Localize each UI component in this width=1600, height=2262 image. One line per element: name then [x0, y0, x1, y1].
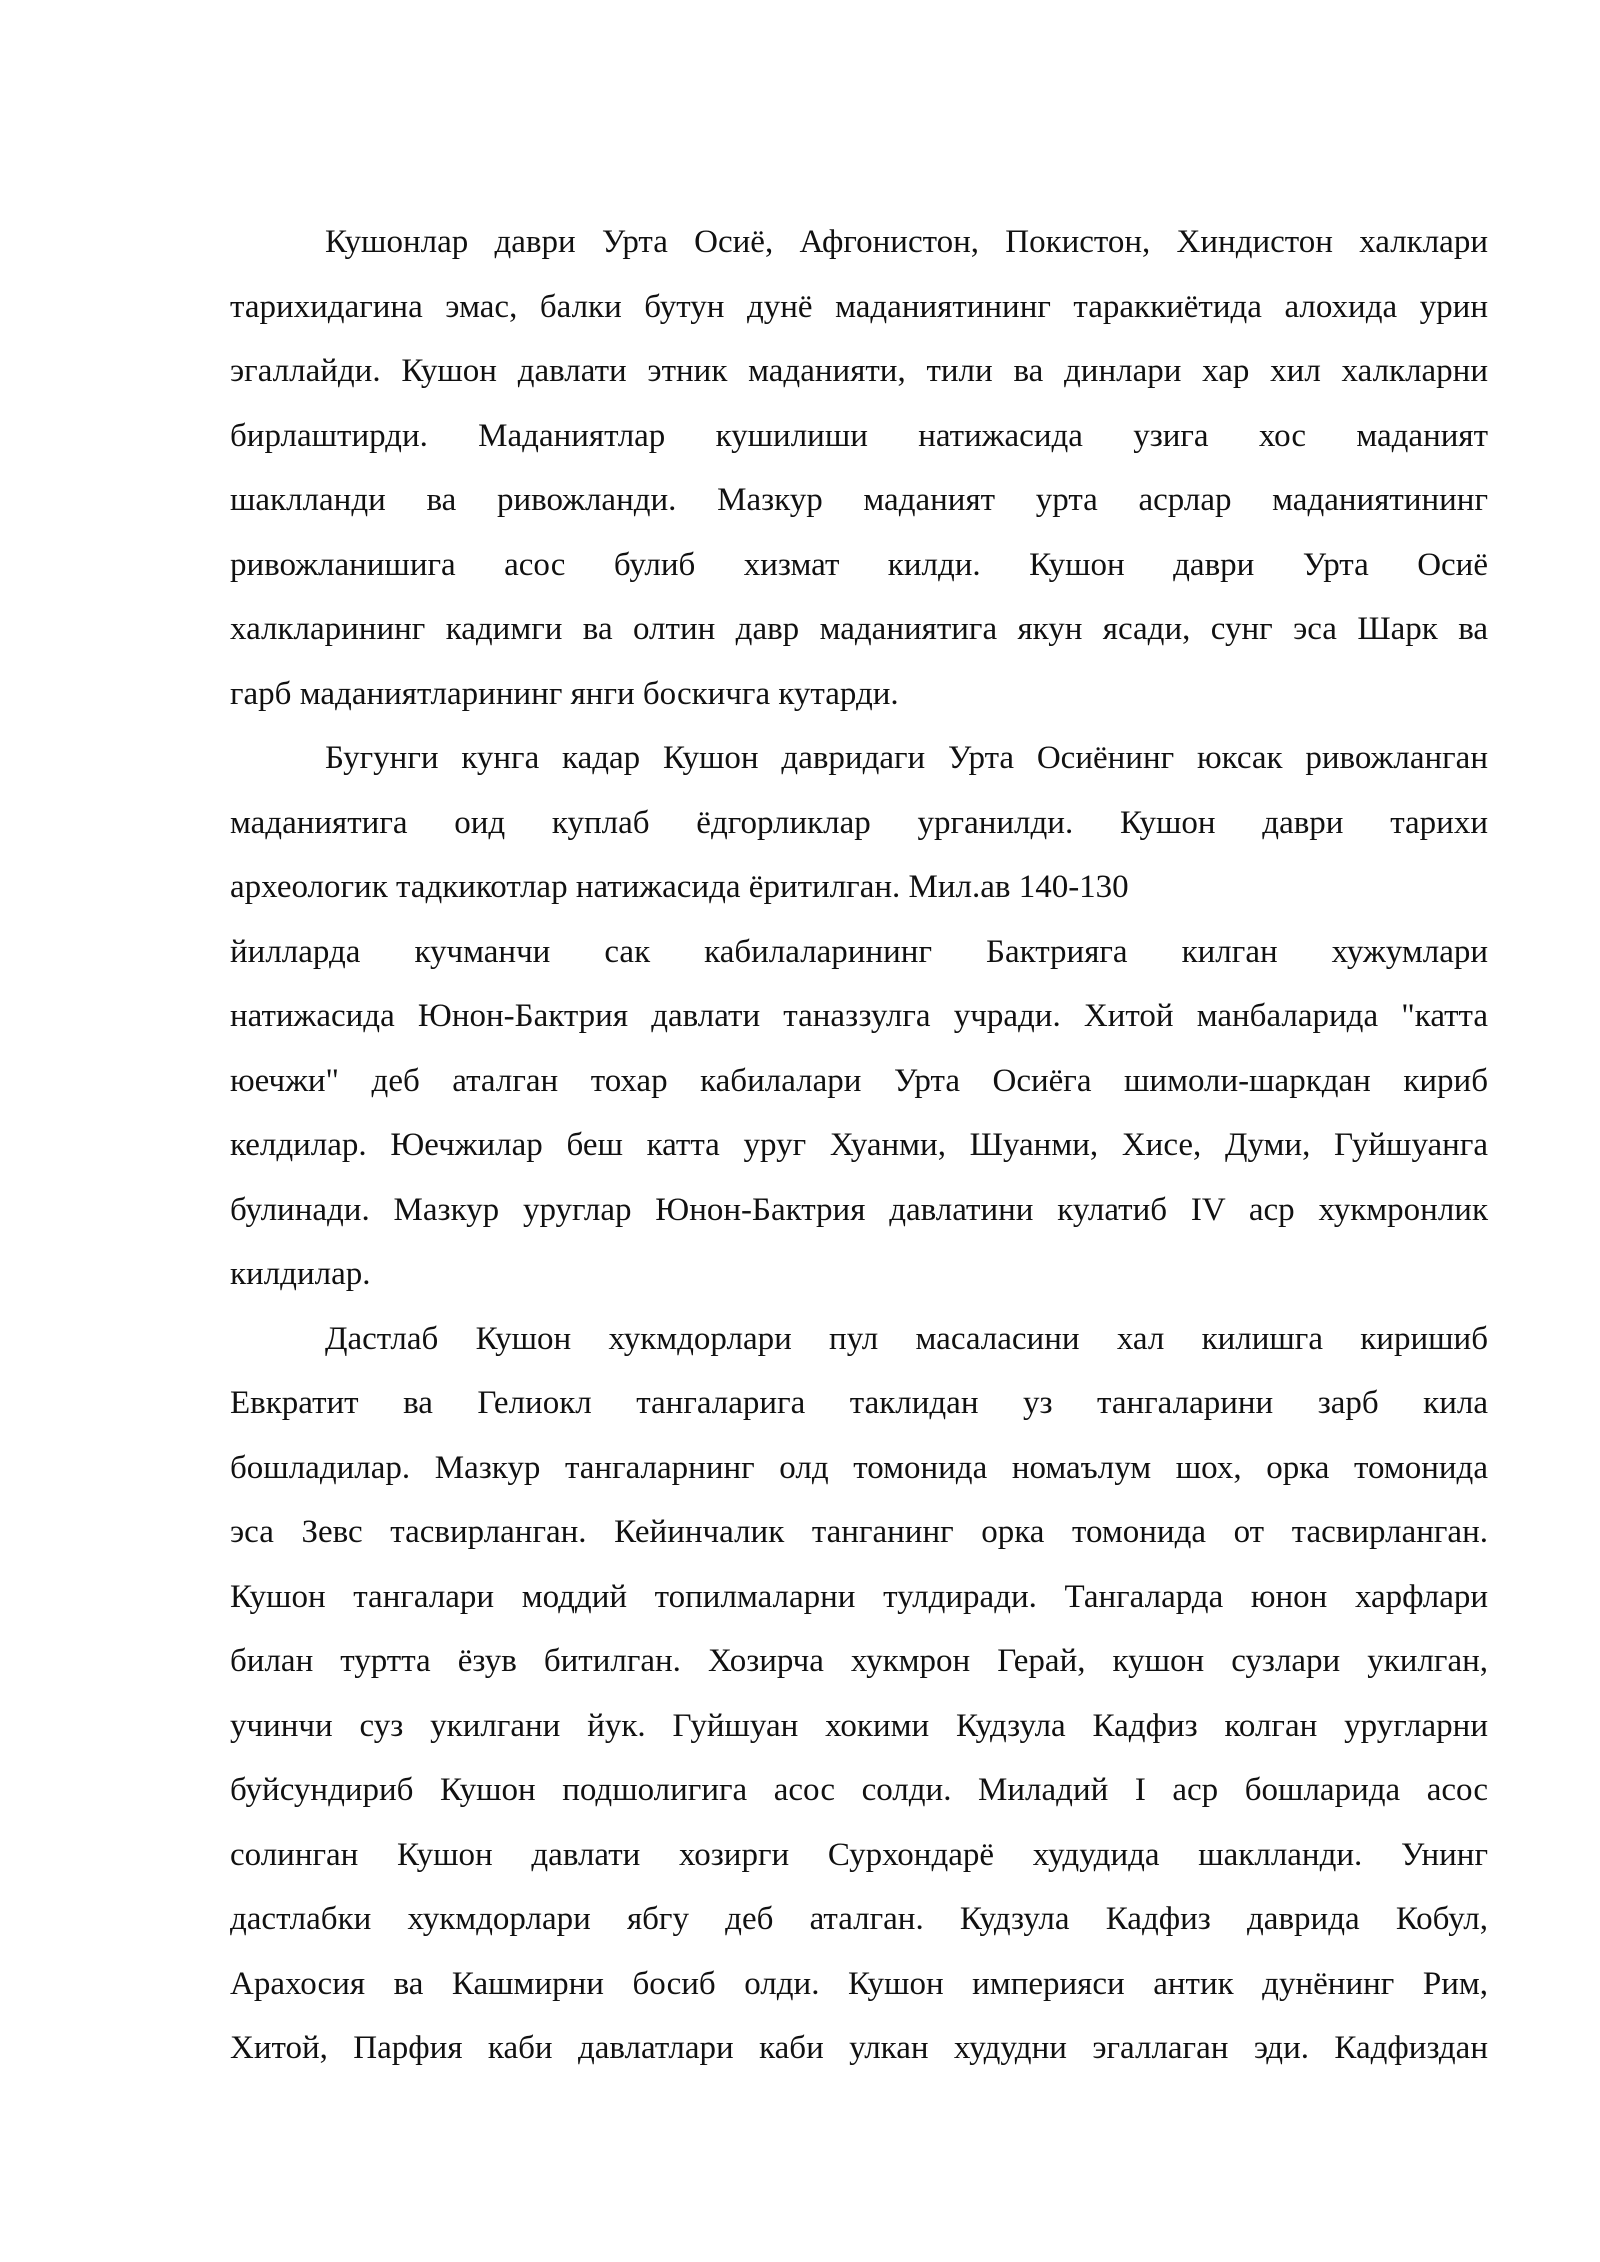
text-line: шаклланди ва ривожланди. Мазкур маданият урта асрлар маданиятининг: [230, 482, 1488, 518]
text-line: эгаллайди. Кушон давлати этник маданияти, тили ва динлари хар хил халкларни: [230, 353, 1488, 389]
text-line: бирлаштирди. Маданиятлар кушилиши натижасида узига хос маданият: [230, 417, 1488, 454]
text-line: дастлабки хукмдорлари ябгу деб аталган. Кудзула Кадфиз даврида Кобул,: [230, 1901, 1488, 1937]
text-line: учинчи суз укилгани йук. Гуйшуан хокими Кудзула Кадфиз колган уругларни: [230, 1707, 1488, 1744]
paragraph-coins: [230, 1307, 1488, 2081]
text-line: тарихидагина эмас, балки бутун дунё маданиятининг тараккиётида алохида урин: [230, 288, 1488, 325]
text-line: буйсундириб Кушон подшолигига асос солди. Миладий I аср бошларида асос: [230, 1772, 1488, 1808]
paragraph-kushan-era-intro: [230, 210, 1488, 726]
text-line: маданиятига оид куплаб ёдгорликлар урганилди. Кушон даври тарихи: [230, 804, 1488, 841]
text-line: халкларининг кадимги ва олтин давр маданиятига якун ясади, сунг эса Шарк ва: [230, 611, 1488, 647]
text-line: юечжи" деб аталган тохар кабилалари Урта Осиёга шимоли-шаркдан кириб: [230, 1062, 1488, 1099]
text-line: Дастлаб Кушон хукмдорлари пул масаласини хал килишга киришиб: [325, 1320, 1488, 1357]
text-line: булинади. Мазкур уруглар Юнон-Бактрия давлатини кулатиб IV аср хукмронлик: [230, 1191, 1488, 1228]
text-line: натижасида Юнон-Бактрия давлати таназзулга учради. Хитой манбаларида "катта: [230, 998, 1488, 1034]
document-body: [230, 210, 1488, 2081]
text-line: археологик тадкикотлар натижасида ёритилган. Мил.ав 140-130: [230, 869, 1129, 905]
text-line: билан туртта ёзув битилган. Хозирча хукмрон Герай, кушон сузлари укилган,: [230, 1643, 1488, 1679]
text-line: эса Зевс тасвирланган. Кейинчалик танганинг орка томонида от тасвирланган.: [230, 1514, 1488, 1550]
text-line: бошладилар. Мазкур тангаларнинг олд томонида номаълум шох, орка томонида: [230, 1449, 1488, 1486]
text-line: Бугунги кунга кадар Кушон давридаги Урта Осиёнинг юксак ривожланган: [325, 740, 1488, 776]
text-line: Кушонлар даври Урта Осиё, Афгонистон, Покистон, Хиндистон халклари: [325, 224, 1488, 260]
text-line: килдилар.: [230, 1256, 371, 1292]
text-line: йилларда кучманчи сак кабилаларининг Бактрияга килган хужумлари: [230, 933, 1488, 970]
text-line: Арахосия ва Кашмирни босиб олди. Кушон империяси антик дунёнинг Рим,: [230, 1965, 1488, 2002]
text-line: солинган Кушон давлати хозирги Сурхондарё худудида шаклланди. Унинг: [230, 1836, 1488, 1873]
text-line: Евкратит ва Гелиокл тангаларига таклидан уз тангаларини зарб кила: [230, 1385, 1488, 1421]
text-line: Хитой, Парфия каби давлатлари каби улкан худудни эгаллаган эди. Кадфиздан: [230, 2030, 1488, 2066]
text-line: келдилар. Юечжилар беш катта уруг Хуанми, Шуанми, Хисе, Думи, Гуйшуанга: [230, 1127, 1488, 1163]
paragraph-archaeology: [230, 726, 1488, 1307]
text-line: Кушон тангалари моддий топилмаларни тулдиради. Тангаларда юнон харфлари: [230, 1578, 1488, 1615]
text-line: ривожланишига асос булиб хизмат килди. Кушон даври Урта Осиё: [230, 546, 1488, 583]
text-line: гарб маданиятларининг янги боскичга кутарди.: [230, 675, 899, 712]
